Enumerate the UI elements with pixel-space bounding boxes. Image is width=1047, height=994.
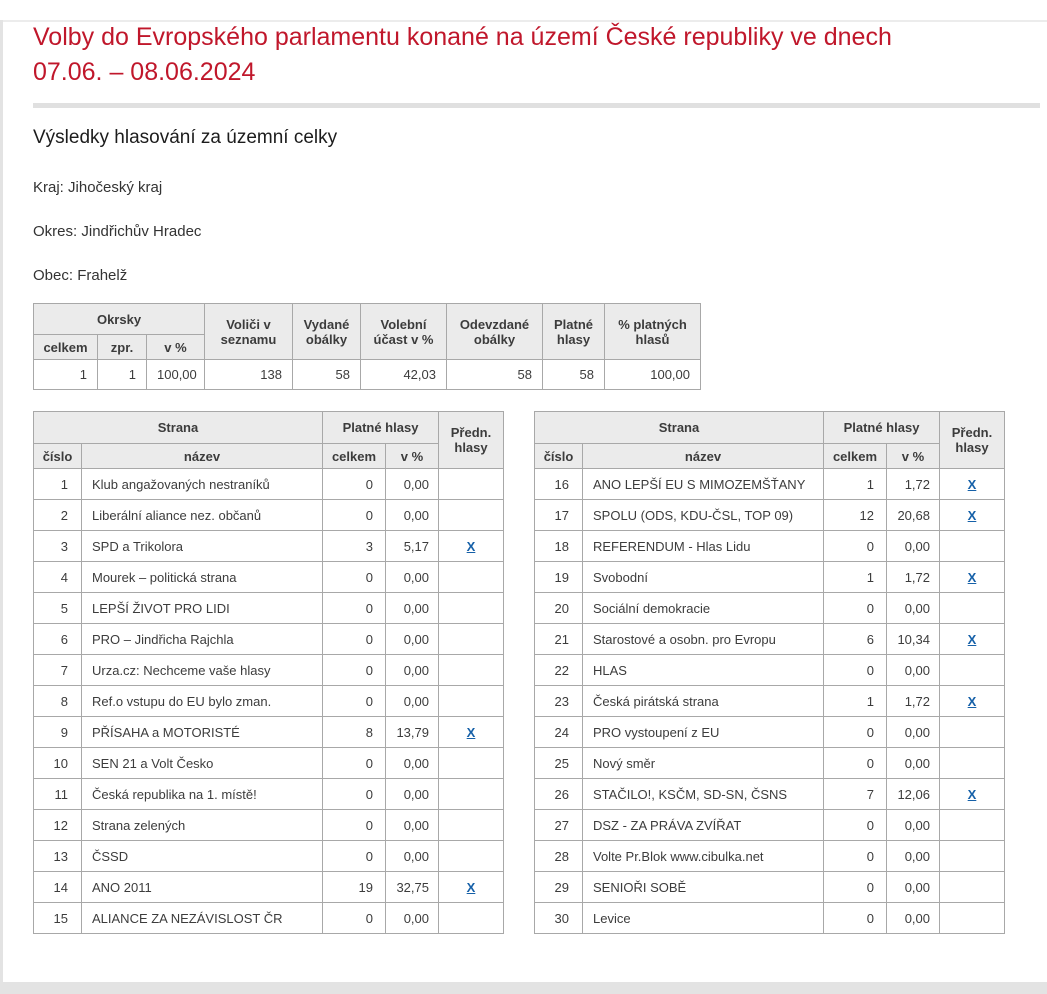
party-votes-total: 8 (323, 717, 386, 748)
party-row (535, 593, 1005, 624)
header-pct-platnych: % platných hlasů (605, 304, 701, 360)
page-title-line2: 07.06. – 08.06.2024 (33, 58, 256, 86)
preferential-votes-cell (439, 686, 504, 717)
party-number: 11 (34, 779, 82, 810)
preferential-votes-cell (940, 872, 1005, 903)
party-name: Klub angažovaných nestraníků (82, 469, 323, 500)
party-number: 28 (535, 841, 583, 872)
party-name: Česká republika na 1. místě! (82, 779, 323, 810)
platne-hlasy-value: 58 (543, 360, 605, 390)
party-row (34, 593, 504, 624)
party-votes-total: 0 (824, 810, 887, 841)
party-name: ČSSD (82, 841, 323, 872)
party-row (34, 469, 504, 500)
party-number: 16 (535, 469, 583, 500)
party-name: Svobodní (583, 562, 824, 593)
party-number: 7 (34, 655, 82, 686)
party-votes-percent: 5,17 (386, 531, 439, 562)
preferential-votes-link[interactable]: X (967, 507, 977, 523)
party-row (34, 500, 504, 531)
party-row (535, 624, 1005, 655)
party-votes-total: 1 (824, 686, 887, 717)
party-number: 10 (34, 748, 82, 779)
preferential-votes-cell (439, 779, 504, 810)
kraj-line (33, 179, 1040, 196)
party-row (34, 779, 504, 810)
party-row (34, 562, 504, 593)
page-edge-top (0, 20, 1047, 22)
party-votes-total: 0 (824, 531, 887, 562)
pct-platnych-value: 100,00 (605, 360, 701, 390)
party-number: 18 (535, 531, 583, 562)
party-votes-percent: 0,00 (887, 903, 940, 934)
header-nazev: název (82, 444, 323, 469)
page-content (33, 20, 1040, 934)
obec-line (33, 267, 1040, 284)
preferential-votes-cell (940, 531, 1005, 562)
party-votes-percent: 13,79 (386, 717, 439, 748)
party-votes-percent: 0,00 (887, 717, 940, 748)
header-okrsky-zpr: zpr. (98, 335, 147, 360)
header-nazev: název (583, 444, 824, 469)
preferential-votes-cell (940, 624, 1005, 655)
party-votes-total: 0 (824, 748, 887, 779)
party-votes-percent: 1,72 (887, 686, 940, 717)
preferential-votes-link[interactable]: X (967, 786, 977, 802)
party-number: 26 (535, 779, 583, 810)
party-votes-percent: 0,00 (887, 593, 940, 624)
party-row (535, 469, 1005, 500)
party-number: 30 (535, 903, 583, 934)
party-votes-total: 0 (323, 686, 386, 717)
party-votes-total: 0 (824, 655, 887, 686)
party-name: Liberální aliance nez. občanů (82, 500, 323, 531)
party-row (535, 500, 1005, 531)
preferential-votes-cell (940, 562, 1005, 593)
party-name: Česká pirátská strana (583, 686, 824, 717)
header-vpct: v % (386, 444, 439, 469)
header-odevzdane-obalky: Odevzdané obálky (447, 304, 543, 360)
party-number: 27 (535, 810, 583, 841)
preferential-votes-cell (439, 500, 504, 531)
party-votes-percent: 0,00 (386, 841, 439, 872)
party-row (535, 810, 1005, 841)
party-name: ALIANCE ZA NEZÁVISLOST ČR (82, 903, 323, 934)
party-votes-percent: 1,72 (887, 469, 940, 500)
preferential-votes-cell (439, 872, 504, 903)
party-number: 4 (34, 562, 82, 593)
party-votes-total: 1 (824, 469, 887, 500)
party-row (34, 686, 504, 717)
party-votes-total: 7 (824, 779, 887, 810)
party-votes-percent: 0,00 (386, 748, 439, 779)
party-votes-total: 0 (323, 593, 386, 624)
party-name: SPOLU (ODS, KDU-ČSL, TOP 09) (583, 500, 824, 531)
party-number: 25 (535, 748, 583, 779)
preferential-votes-link[interactable]: X (466, 538, 476, 554)
party-number: 29 (535, 872, 583, 903)
party-name: PŘÍSAHA a MOTORISTÉ (82, 717, 323, 748)
party-row (535, 531, 1005, 562)
party-votes-percent: 0,00 (887, 531, 940, 562)
party-number: 22 (535, 655, 583, 686)
preferential-votes-cell (439, 624, 504, 655)
party-row (34, 872, 504, 903)
preferential-votes-cell (940, 500, 1005, 531)
okres-label: Okres: (33, 223, 78, 240)
party-name: Starostové a osobn. pro Evropu (583, 624, 824, 655)
party-name: SEN 21 a Volt Česko (82, 748, 323, 779)
party-name: SPD a Trikolora (82, 531, 323, 562)
party-votes-percent: 0,00 (386, 686, 439, 717)
page-edge-left (0, 20, 3, 994)
party-name: Urza.cz: Nechceme vaše hlasy (82, 655, 323, 686)
party-votes-total: 0 (323, 562, 386, 593)
party-row (535, 872, 1005, 903)
party-table-right (534, 411, 1005, 934)
party-number: 13 (34, 841, 82, 872)
preferential-votes-cell (439, 717, 504, 748)
party-row (34, 531, 504, 562)
party-number: 14 (34, 872, 82, 903)
vydane-obalky-value: 58 (293, 360, 361, 390)
party-table-left (33, 411, 504, 934)
title-divider (33, 103, 1040, 108)
party-votes-total: 0 (323, 903, 386, 934)
party-votes-percent: 32,75 (386, 872, 439, 903)
party-number: 8 (34, 686, 82, 717)
party-votes-percent: 0,00 (386, 562, 439, 593)
preferential-votes-cell (439, 655, 504, 686)
okres-value: Jindřichův Hradec (81, 223, 202, 240)
page-edge-bottom (0, 982, 1047, 994)
preferential-votes-link[interactable]: X (967, 476, 977, 492)
preferential-votes-cell (439, 748, 504, 779)
summary-row (34, 360, 701, 390)
party-votes-percent: 0,00 (386, 810, 439, 841)
party-name: Mourek – politická strana (82, 562, 323, 593)
preferential-votes-cell (940, 686, 1005, 717)
obec-label: Obec: (33, 267, 74, 284)
preferential-votes-cell (439, 841, 504, 872)
party-name: Volte Pr.Blok www.cibulka.net (583, 841, 824, 872)
party-number: 15 (34, 903, 82, 934)
preferential-votes-cell (940, 903, 1005, 934)
party-votes-percent: 0,00 (386, 593, 439, 624)
party-row (535, 717, 1005, 748)
party-row (34, 810, 504, 841)
party-row (535, 748, 1005, 779)
header-predn-hlasy: Předn. hlasy (439, 412, 504, 469)
party-votes-percent: 0,00 (887, 655, 940, 686)
party-number: 20 (535, 593, 583, 624)
party-votes-percent: 0,00 (386, 500, 439, 531)
party-votes-percent: 0,00 (887, 810, 940, 841)
header-okrsky: Okrsky (34, 304, 205, 335)
party-name: DSZ - ZA PRÁVA ZVÍŘAT (583, 810, 824, 841)
party-votes-total: 0 (824, 593, 887, 624)
party-votes-percent: 0,00 (887, 748, 940, 779)
preferential-votes-link[interactable]: X (466, 879, 476, 895)
header-vpct: v % (887, 444, 940, 469)
party-row (535, 655, 1005, 686)
page-title-line1: Volby do Evropského parlamentu konané na území České republiky ve dnech (33, 23, 892, 51)
preferential-votes-cell (439, 562, 504, 593)
party-name: REFERENDUM - Hlas Lidu (583, 531, 824, 562)
party-name: Nový směr (583, 748, 824, 779)
preferential-votes-cell (439, 531, 504, 562)
party-votes-percent: 0,00 (386, 779, 439, 810)
party-number: 21 (535, 624, 583, 655)
party-number: 6 (34, 624, 82, 655)
party-name: Ref.o vstupu do EU bylo zman. (82, 686, 323, 717)
party-votes-percent: 0,00 (386, 655, 439, 686)
preferential-votes-cell (439, 593, 504, 624)
summary-table (33, 303, 701, 390)
party-votes-total: 19 (323, 872, 386, 903)
party-row (535, 686, 1005, 717)
party-votes-percent: 20,68 (887, 500, 940, 531)
party-number: 19 (535, 562, 583, 593)
party-votes-percent: 0,00 (386, 624, 439, 655)
okrsky-celkem-value: 1 (34, 360, 98, 390)
party-row (535, 779, 1005, 810)
header-cislo: číslo (535, 444, 583, 469)
header-volici-v-seznamu: Voliči v seznamu (205, 304, 293, 360)
party-votes-total: 0 (824, 841, 887, 872)
party-votes-total: 0 (824, 903, 887, 934)
preferential-votes-cell (439, 810, 504, 841)
header-celkem: celkem (824, 444, 887, 469)
header-platne-hlasy: Platné hlasy (543, 304, 605, 360)
party-number: 1 (34, 469, 82, 500)
preferential-votes-link[interactable]: X (967, 631, 977, 647)
party-votes-total: 12 (824, 500, 887, 531)
party-votes-total: 0 (323, 810, 386, 841)
party-votes-total: 0 (323, 655, 386, 686)
header-okrsky-vpct: v % (147, 335, 205, 360)
party-name: Levice (583, 903, 824, 934)
party-row (34, 624, 504, 655)
party-votes-percent: 10,34 (887, 624, 940, 655)
party-number: 5 (34, 593, 82, 624)
party-name: HLAS (583, 655, 824, 686)
kraj-label: Kraj: (33, 179, 64, 196)
preferential-votes-cell (940, 655, 1005, 686)
preferential-votes-link[interactable]: X (466, 724, 476, 740)
party-name: ANO LEPŠÍ EU S MIMOZEMŠŤANY (583, 469, 824, 500)
header-volebni-ucast: Volební účast v % (361, 304, 447, 360)
preferential-votes-cell (940, 748, 1005, 779)
preferential-votes-link[interactable]: X (967, 569, 977, 585)
party-name: STAČILO!, KSČM, SD-SN, ČSNS (583, 779, 824, 810)
party-number: 3 (34, 531, 82, 562)
party-votes-total: 0 (323, 624, 386, 655)
party-name: Strana zelených (82, 810, 323, 841)
party-row (34, 841, 504, 872)
preferential-votes-link[interactable]: X (967, 693, 977, 709)
page-subtitle: Výsledky hlasování za územní celky (33, 127, 338, 148)
party-votes-percent: 1,72 (887, 562, 940, 593)
volici-v-seznamu-value: 138 (205, 360, 293, 390)
party-name: PRO – Jindřicha Rajchla (82, 624, 323, 655)
party-row (535, 841, 1005, 872)
obec-value: Frahelž (77, 267, 128, 284)
party-row (34, 903, 504, 934)
party-votes-total: 0 (824, 872, 887, 903)
party-votes-total: 3 (323, 531, 386, 562)
header-okrsky-celkem: celkem (34, 335, 98, 360)
party-row (535, 903, 1005, 934)
preferential-votes-cell (940, 469, 1005, 500)
header-vydane-obalky: Vydané obálky (293, 304, 361, 360)
party-row (34, 717, 504, 748)
preferential-votes-cell (439, 903, 504, 934)
header-platne-hlasy-group: Platné hlasy (323, 412, 439, 444)
party-votes-total: 6 (824, 624, 887, 655)
party-name: ANO 2011 (82, 872, 323, 903)
party-name: PRO vystoupení z EU (583, 717, 824, 748)
party-votes-percent: 0,00 (386, 903, 439, 934)
preferential-votes-cell (940, 810, 1005, 841)
okrsky-vpct-value: 100,00 (147, 360, 205, 390)
okres-line (33, 223, 1040, 240)
header-platne-hlasy-group: Platné hlasy (824, 412, 940, 444)
party-votes-total: 0 (323, 748, 386, 779)
party-votes-percent: 12,06 (887, 779, 940, 810)
party-votes-percent: 0,00 (887, 841, 940, 872)
preferential-votes-cell (940, 779, 1005, 810)
preferential-votes-cell (940, 841, 1005, 872)
party-votes-total: 0 (824, 717, 887, 748)
party-row (34, 655, 504, 686)
party-votes-percent: 0,00 (887, 872, 940, 903)
header-celkem: celkem (323, 444, 386, 469)
header-strana: Strana (535, 412, 824, 444)
party-row (34, 748, 504, 779)
party-number: 24 (535, 717, 583, 748)
party-number: 17 (535, 500, 583, 531)
party-row (535, 562, 1005, 593)
party-number: 23 (535, 686, 583, 717)
page-title (33, 20, 1033, 90)
party-number: 9 (34, 717, 82, 748)
party-votes-total: 1 (824, 562, 887, 593)
party-votes-total: 0 (323, 469, 386, 500)
header-predn-hlasy: Předn. hlasy (940, 412, 1005, 469)
party-votes-total: 0 (323, 500, 386, 531)
okrsky-zpr-value: 1 (98, 360, 147, 390)
party-name: SENIOŘI SOBĚ (583, 872, 824, 903)
party-tables (33, 411, 1040, 934)
party-name: LEPŠÍ ŽIVOT PRO LIDI (82, 593, 323, 624)
volebni-ucast-value: 42,03 (361, 360, 447, 390)
party-number: 12 (34, 810, 82, 841)
party-number: 2 (34, 500, 82, 531)
party-votes-total: 0 (323, 779, 386, 810)
preferential-votes-cell (439, 469, 504, 500)
party-votes-total: 0 (323, 841, 386, 872)
preferential-votes-cell (940, 717, 1005, 748)
party-name: Sociální demokracie (583, 593, 824, 624)
preferential-votes-cell (940, 593, 1005, 624)
header-cislo: číslo (34, 444, 82, 469)
party-votes-percent: 0,00 (386, 469, 439, 500)
odevzdane-obalky-value: 58 (447, 360, 543, 390)
kraj-value: Jihočeský kraj (68, 179, 163, 196)
header-strana: Strana (34, 412, 323, 444)
